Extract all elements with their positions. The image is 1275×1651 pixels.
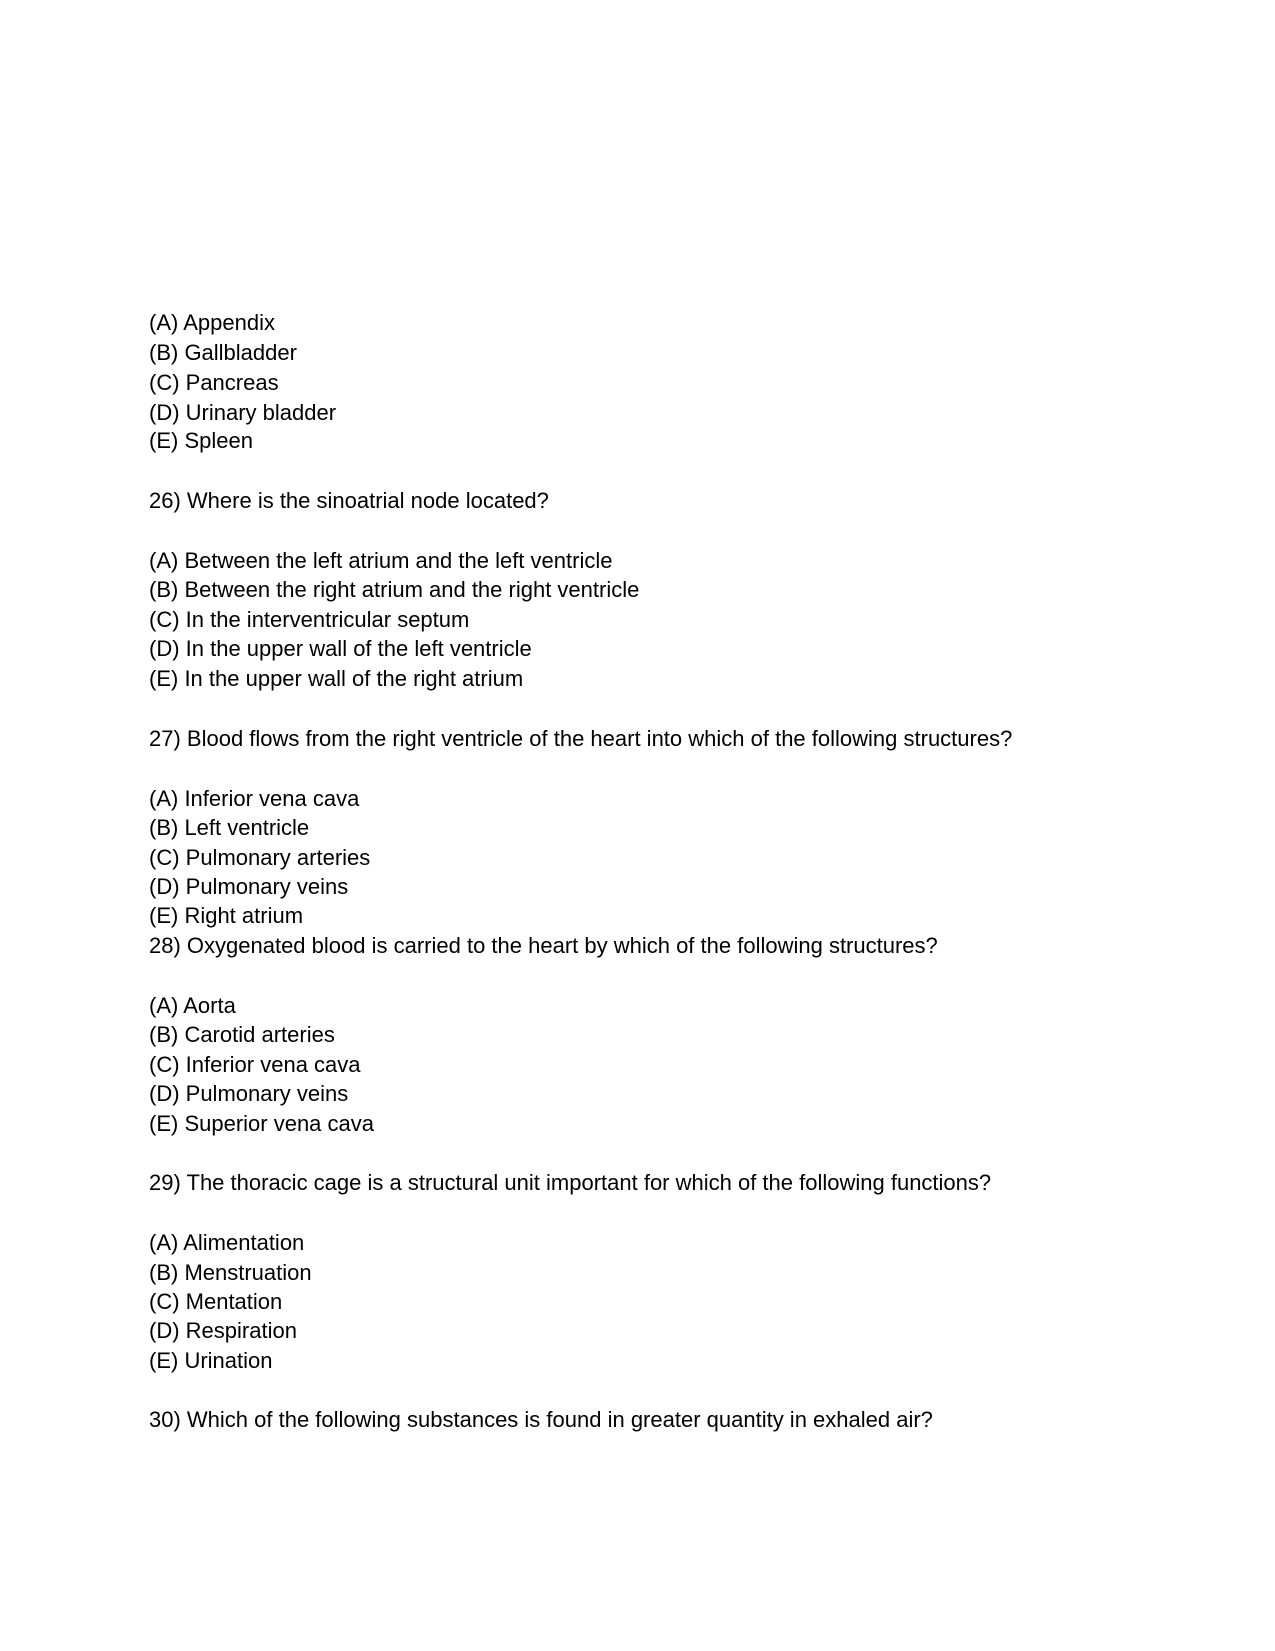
answer-option: (B) Gallbladder [149, 340, 297, 365]
answer-option: (E) Spleen [149, 428, 253, 453]
answer-option: (D) Pulmonary veins [149, 1081, 349, 1106]
answer-option: (B) Menstruation [149, 1260, 312, 1285]
answer-option: (B) Between the right atrium and the right ventricle [149, 577, 640, 602]
question-30-text: 30) Which of the following substances is found in greater quantity in exhaled air? [149, 1407, 933, 1432]
answer-option: (A) Between the left atrium and the left ventricle [149, 548, 613, 573]
answer-option: (B) Left ventricle [149, 815, 310, 840]
answer-option: (A) Appendix [149, 310, 275, 335]
answer-option: (C) In the interventricular septum [149, 607, 470, 632]
question-27-text: 27) Blood flows from the right ventricle of the heart into which of the following structures? [149, 726, 1013, 751]
question-29-text: 29) The thoracic cage is a structural unit important for which of the following functions? [149, 1170, 992, 1195]
answer-option: (C) Mentation [149, 1289, 283, 1314]
answer-option: (E) In the upper wall of the right atrium [149, 666, 524, 691]
answer-option: (A) Alimentation [149, 1230, 305, 1255]
answer-option: (A) Aorta [149, 993, 236, 1018]
answer-option: (C) Pulmonary arteries [149, 845, 371, 870]
question-28-text: 28) Oxygenated blood is carried to the heart by which of the following structures? [149, 933, 938, 958]
answer-option: (D) In the upper wall of the left ventricle [149, 636, 532, 661]
answer-option: (C) Inferior vena cava [149, 1052, 361, 1077]
answer-option: (A) Inferior vena cava [149, 786, 360, 811]
answer-option: (D) Respiration [149, 1318, 297, 1343]
answer-option: (B) Carotid arteries [149, 1022, 335, 1047]
question-26-text: 26) Where is the sinoatrial node located? [149, 488, 549, 513]
answer-option: (C) Pancreas [149, 370, 279, 395]
answer-option: (E) Urination [149, 1348, 273, 1373]
answer-option: (D) Pulmonary veins [149, 874, 349, 899]
answer-option: (D) Urinary bladder [149, 400, 337, 425]
answer-option: (E) Superior vena cava [149, 1111, 374, 1136]
answer-option: (E) Right atrium [149, 903, 304, 928]
